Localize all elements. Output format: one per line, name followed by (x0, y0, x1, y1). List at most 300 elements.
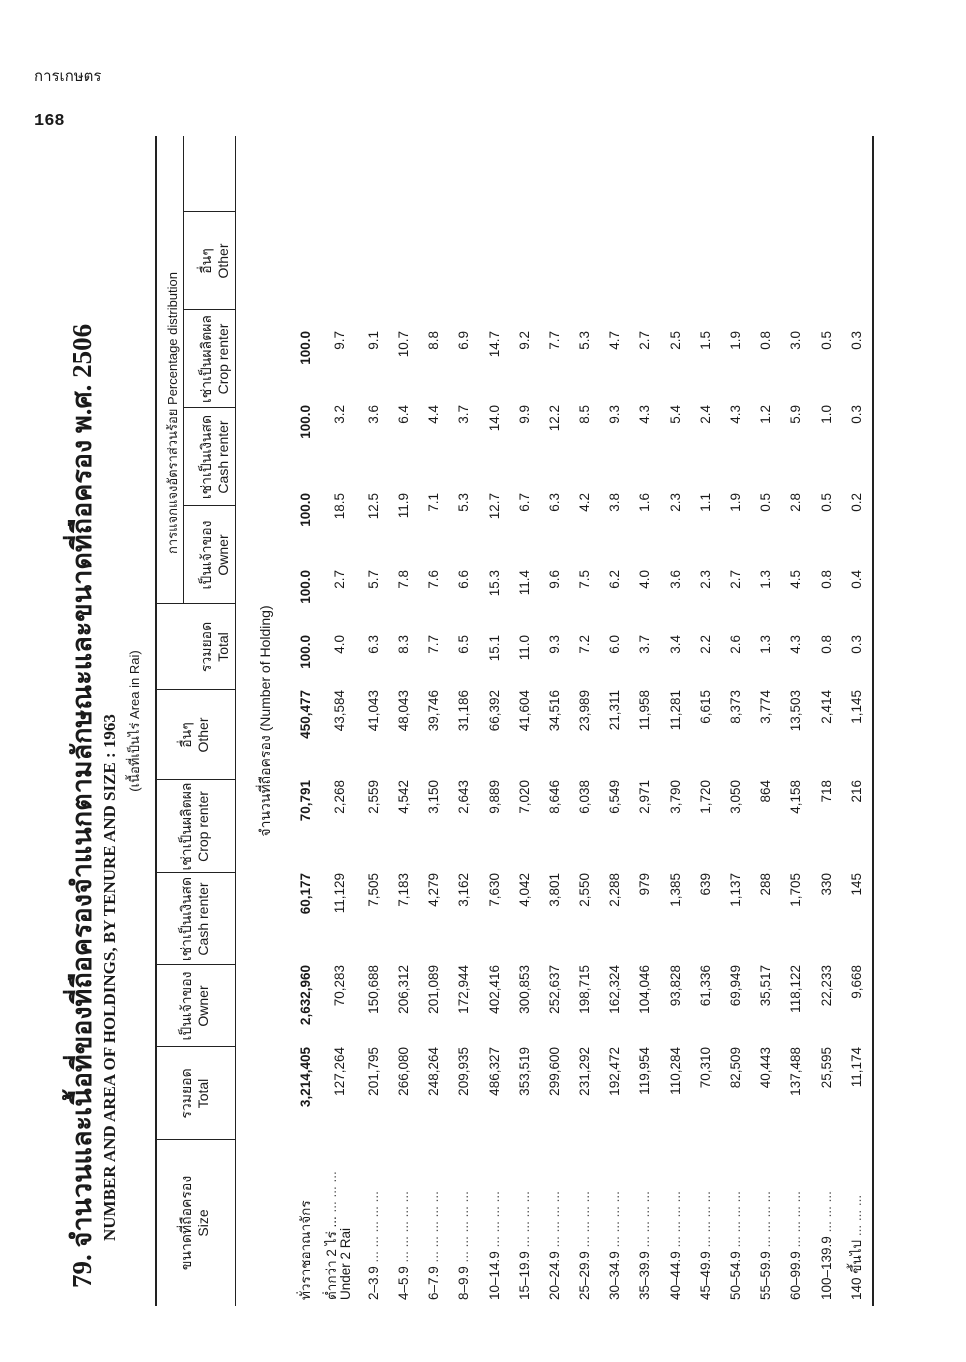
cell-p-owner: 4.5 (788, 570, 804, 589)
row-label-text: ทั่วราชอาณาจักร (298, 1200, 314, 1300)
cell-p-cash: 4.2 (577, 493, 593, 512)
row-label-text: 6–7.9 (426, 1266, 442, 1300)
row-leader-dots: ... ... ... ... (486, 1191, 502, 1248)
cell-crop: 70,791 (297, 780, 313, 822)
cell-other: 2,414 (818, 690, 834, 724)
row-label-text: 4–5.9 (395, 1266, 411, 1300)
cell-owner: 93,828 (667, 965, 683, 1007)
cell-p-total: 6.5 (456, 635, 472, 654)
col-head-p-total-en: Total (215, 632, 231, 662)
cell-p-owner: 7.6 (426, 570, 442, 589)
cell-other: 450,477 (297, 690, 313, 739)
cell-cash: 1,385 (667, 873, 683, 907)
row-leader-dots: ... ... ... ... (546, 1191, 562, 1248)
cell-other: 31,186 (456, 690, 472, 732)
cell-owner: 206,312 (395, 965, 411, 1014)
cell-p-other: 9.1 (365, 331, 381, 350)
row-label-english: Under 2 Rai (338, 1227, 354, 1300)
cell-cash: 3,162 (456, 873, 472, 907)
col-head-p-other-en: Other (215, 243, 231, 279)
row-size-label (841, 1140, 871, 1306)
cell-p-total: 100.0 (297, 635, 313, 669)
cell-p-cash: 1.1 (697, 493, 713, 512)
cell-p-cash: 11.9 (395, 493, 411, 519)
cell-p-total: 4.3 (788, 635, 804, 654)
cell-crop: 2,268 (331, 780, 347, 814)
holdings-table (290, 331, 871, 1306)
row-size-label (570, 1140, 600, 1306)
cell-p-cash: 2.3 (667, 493, 683, 512)
cell-p-owner: 1.3 (758, 570, 774, 589)
cell-crop: 2,971 (637, 780, 653, 814)
row-label-text: 40–44.9 (667, 1251, 683, 1300)
cell-p-other: 14.7 (486, 331, 502, 358)
cell-other: 11,958 (637, 690, 653, 731)
row-size-label (509, 1140, 539, 1306)
cell-owner: 402,416 (486, 965, 502, 1014)
cell-p-total: 4.0 (331, 635, 347, 654)
table-title-english: NUMBER AND AREA OF HOLDINGS, BY TENURE AND SIZE : 1963 (100, 714, 119, 1241)
row-label-text: ต่ำกว่า 2 ไร่ ... (324, 1216, 340, 1300)
cell-p-other: 6.9 (456, 331, 472, 350)
cell-crop: 6,549 (607, 780, 623, 814)
cell-p-total: 0.8 (818, 635, 834, 654)
row-leader-dots: ... ... ... ... (607, 1191, 623, 1248)
cell-total: 192,472 (607, 1047, 623, 1096)
col-head-p-cash-thai: เช่าเป็นเงินสด (198, 414, 214, 500)
table-row (570, 331, 600, 1306)
cell-p-total: 6.3 (365, 635, 381, 654)
row-leader-dots: ... ... ... (324, 1171, 340, 1213)
cell-p-crop: 1.0 (818, 405, 834, 424)
table-title-thai (60, 324, 103, 1288)
cell-p-crop: 4.3 (728, 405, 744, 424)
cell-other: 8,373 (728, 690, 744, 724)
cell-crop: 216 (848, 780, 864, 803)
cell-p-cash: 6.7 (516, 493, 532, 512)
cell-owner: 198,715 (577, 965, 593, 1014)
col-head-total-thai: รวมยอด (178, 1068, 194, 1119)
row-leader-dots: ... ... ... ... (697, 1191, 713, 1248)
cell-owner: 35,517 (758, 965, 774, 1007)
cell-p-total: 1.3 (758, 635, 774, 654)
row-size-label (630, 1140, 660, 1306)
row-size-label (479, 1140, 509, 1306)
table-row (290, 331, 320, 1306)
cell-p-owner: 6.2 (607, 570, 623, 589)
row-leader-dots: ... ... ... ... ... (395, 1191, 411, 1263)
cell-other: 41,604 (516, 690, 532, 732)
cell-owner: 300,853 (516, 965, 532, 1014)
cell-p-cash: 6.3 (546, 493, 562, 512)
cell-cash: 288 (758, 873, 774, 896)
cell-p-other: 100.0 (297, 331, 313, 365)
row-label-text: 2–3.9 (365, 1266, 381, 1300)
col-head-crop-en: Crop renter (195, 791, 211, 862)
cell-total: 209,935 (456, 1047, 472, 1096)
cell-p-owner: 9.6 (546, 570, 562, 589)
row-leader-dots: ... ... ... ... (516, 1191, 532, 1248)
cell-p-crop: 0.3 (848, 405, 864, 424)
cell-p-crop: 14.0 (486, 405, 502, 432)
table-row (479, 331, 509, 1306)
cell-cash: 7,630 (486, 873, 502, 907)
table-row (539, 331, 569, 1306)
cell-crop: 2,559 (365, 780, 381, 814)
cell-p-cash: 12.7 (486, 493, 502, 520)
cell-p-total: 9.3 (546, 635, 562, 654)
cell-cash: 1,705 (788, 873, 804, 907)
cell-p-cash: 1.9 (728, 493, 744, 512)
row-size-label (751, 1140, 781, 1306)
cell-p-owner: 2.3 (697, 570, 713, 589)
cell-other: 21,311 (607, 690, 623, 731)
cell-p-owner: 5.7 (365, 570, 381, 589)
row-size-label (388, 1140, 418, 1306)
cell-total: 248,264 (426, 1047, 442, 1096)
cell-p-total: 3.7 (637, 635, 653, 654)
cell-owner: 2,632,960 (297, 965, 313, 1026)
row-label-text: 15–19.9 (516, 1251, 532, 1300)
cell-p-crop: 3.2 (331, 405, 347, 424)
cell-crop: 1,720 (697, 780, 713, 814)
cell-p-other: 9.7 (331, 331, 347, 350)
cell-owner: 252,637 (546, 965, 562, 1014)
cell-owner: 70,283 (331, 965, 347, 1007)
cell-total: 201,795 (365, 1047, 381, 1096)
col-head-other (178, 690, 212, 780)
col-head-p-owner-en: Owner (215, 534, 231, 576)
cell-p-owner: 7.5 (577, 570, 593, 589)
row-label-text: 50–54.9 (728, 1251, 744, 1300)
row-leader-dots: ... ... ... ... (637, 1191, 653, 1248)
page-number: 168 (34, 112, 65, 131)
cell-p-total: 2.6 (728, 635, 744, 654)
table-row (449, 331, 479, 1306)
cell-crop: 4,158 (788, 780, 804, 814)
table-row (630, 331, 660, 1306)
cell-cash: 4,042 (516, 873, 532, 907)
cell-cash: 11,129 (331, 873, 347, 914)
row-leader-dots: ... ... ... (849, 1194, 865, 1237)
row-size-label (811, 1140, 841, 1306)
table-row (720, 331, 750, 1306)
cell-p-owner: 15.3 (486, 570, 502, 597)
cell-crop: 718 (818, 780, 834, 803)
cell-p-crop: 9.9 (516, 405, 532, 424)
col-head-crop (178, 780, 212, 873)
table-row (509, 331, 539, 1306)
cell-cash: 145 (848, 873, 864, 896)
cell-p-other: 0.5 (818, 331, 834, 350)
row-leader-dots: ... ... ... ... (788, 1191, 804, 1248)
row-leader-dots: ... ... ... (818, 1191, 834, 1233)
cell-other: 41,043 (365, 690, 381, 732)
cell-p-crop: 2.4 (697, 405, 713, 424)
col-head-cash-en: Cash renter (195, 882, 211, 956)
cell-cash: 3,801 (546, 873, 562, 907)
cell-other: 66,392 (486, 690, 502, 732)
row-size-label (690, 1140, 720, 1306)
cell-other: 39,746 (426, 690, 442, 732)
col-head-p-other (198, 212, 232, 310)
cell-total: 299,600 (546, 1047, 562, 1096)
row-leader-dots: ... ... ... ... ... (365, 1191, 381, 1263)
cell-p-cash: 0.5 (818, 493, 834, 512)
table-row (751, 331, 781, 1306)
cell-p-owner: 0.4 (848, 570, 864, 589)
cell-p-cash: 12.5 (365, 493, 381, 520)
col-head-size (178, 1140, 212, 1306)
col-head-p-other-thai: อื่นๆ (198, 248, 214, 274)
cell-p-other: 2.5 (667, 331, 683, 350)
row-leader-dots: ... ... ... ... (577, 1191, 593, 1248)
holdings-table-body (290, 331, 871, 1306)
cell-p-other: 9.2 (516, 331, 532, 350)
cell-p-other: 8.8 (426, 331, 442, 350)
cell-total: 70,310 (697, 1047, 713, 1089)
rotated-table-page (60, 136, 940, 1306)
row-size-label (419, 1140, 449, 1306)
table-row (781, 331, 811, 1306)
cell-owner: 69,949 (728, 965, 744, 1007)
percent-group-rule (183, 136, 184, 604)
row-label-text: 30–34.9 (607, 1251, 623, 1300)
col-head-p-crop-en: Crop renter (215, 323, 231, 395)
cell-p-owner: 3.6 (667, 570, 683, 589)
cell-p-crop: 4.3 (637, 405, 653, 424)
cell-total: 25,595 (818, 1047, 834, 1089)
cell-crop: 6,038 (577, 780, 593, 814)
row-leader-dots: ... ... ... ... ... (426, 1191, 442, 1263)
cell-cash: 1,137 (728, 873, 744, 907)
cell-p-cash: 7.1 (426, 493, 442, 512)
row-size-label (449, 1140, 479, 1306)
cell-owner: 61,336 (697, 965, 713, 1007)
row-label-text: 10–14.9 (486, 1251, 502, 1300)
cell-crop: 864 (758, 780, 774, 803)
cell-crop: 9,889 (486, 780, 502, 814)
cell-p-other: 7.7 (546, 331, 562, 350)
cell-owner: 201,089 (426, 965, 442, 1014)
col-head-size-en: Size (195, 1209, 211, 1237)
cell-p-crop: 12.2 (546, 405, 562, 432)
header-bottom-rule (235, 136, 236, 1306)
cell-cash: 2,550 (577, 873, 593, 907)
col-head-cash (178, 873, 212, 965)
table-row (388, 331, 418, 1306)
row-size-label (781, 1140, 811, 1306)
col-head-size-thai: ขนาดที่ถือครอง (178, 1175, 194, 1271)
cell-crop: 4,542 (395, 780, 411, 814)
cell-total: 231,292 (577, 1047, 593, 1096)
running-header-section: การเกษตร (34, 68, 102, 85)
col-head-p-owner (198, 506, 232, 604)
row-leader-dots: ... ... ... ... (667, 1191, 683, 1248)
cell-cash: 2,288 (607, 873, 623, 907)
table-row (841, 331, 871, 1306)
cell-owner: 104,046 (637, 965, 653, 1014)
col-head-crop-thai: เช่าเป็นผลิตผล (178, 782, 194, 871)
row-size-label (358, 1140, 388, 1306)
cell-p-owner: 0.8 (818, 570, 834, 589)
cell-crop: 3,790 (667, 780, 683, 814)
cell-other: 1,145 (848, 690, 864, 724)
cell-p-cash: 2.8 (788, 493, 804, 512)
row-leader-dots: ... ... ... ... ... (456, 1191, 472, 1263)
cell-p-cash: 100.0 (297, 493, 313, 527)
cell-p-owner: 6.6 (456, 570, 472, 589)
cell-p-other: 2.7 (637, 331, 653, 350)
cell-p-crop: 5.4 (667, 405, 683, 424)
cell-p-total: 0.3 (848, 635, 864, 654)
cell-p-cash: 18.5 (331, 493, 347, 520)
cell-total: 110,284 (667, 1047, 683, 1095)
col-head-owner-en: Owner (195, 985, 211, 1027)
section-subheading: จำนวนที่ถือครอง (Number of Holding) (257, 605, 273, 837)
cell-p-other: 0.3 (848, 331, 864, 350)
cell-p-owner: 11.4 (516, 570, 532, 596)
col-head-owner-thai: เป็นเจ้าของ (178, 971, 194, 1041)
cell-total: 127,264 (331, 1047, 347, 1096)
cell-p-other: 1.5 (697, 331, 713, 350)
cell-cash: 979 (637, 873, 653, 896)
row-size-label (600, 1140, 630, 1306)
cell-p-owner: 100.0 (297, 570, 313, 604)
cell-crop: 8,646 (546, 780, 562, 814)
cell-p-total: 6.0 (607, 635, 623, 654)
cell-cash: 330 (818, 873, 834, 896)
col-head-p-crop (198, 310, 232, 408)
col-head-p-cash (198, 408, 232, 506)
cell-p-other: 0.8 (758, 331, 774, 350)
cell-p-total: 3.4 (667, 635, 683, 654)
row-size-label (660, 1140, 690, 1306)
cell-p-crop: 5.9 (788, 405, 804, 424)
cell-other: 43,584 (331, 690, 347, 732)
cell-owner: 172,944 (456, 965, 472, 1014)
cell-total: 266,080 (395, 1047, 411, 1096)
cell-p-crop: 1.2 (758, 405, 774, 424)
cell-p-cash: 3.8 (607, 493, 623, 512)
cell-total: 3,214,405 (297, 1047, 313, 1108)
cell-other: 11,281 (667, 690, 683, 731)
row-label-text: 55–59.9 (758, 1251, 774, 1300)
row-leader-dots: ... ... ... ... (728, 1191, 744, 1248)
cell-total: 82,509 (728, 1047, 744, 1089)
table-row (358, 331, 388, 1306)
col-head-cash-thai: เช่าเป็นเงินสด (178, 876, 194, 962)
cell-owner: 118,122 (788, 965, 804, 1013)
table-title-thai-text: จำนวนและเนื้อที่ของที่ถือครองจำแนกตามลักษณะและขนาดที่ถือครอง พ.ศ. 2506 (67, 323, 97, 1248)
table-row (419, 331, 449, 1306)
cell-p-crop: 6.4 (395, 405, 411, 424)
cell-cash: 4,279 (426, 873, 442, 907)
col-head-total-en: Total (195, 1078, 211, 1109)
row-label-text: 45–49.9 (697, 1251, 713, 1300)
cell-other: 13,503 (788, 690, 804, 732)
cell-p-total: 11.0 (516, 635, 532, 661)
cell-p-crop: 3.7 (456, 405, 472, 424)
table-number: 79. (67, 1254, 97, 1288)
col-head-owner (178, 965, 212, 1047)
table-row (690, 331, 720, 1306)
cell-p-cash: 5.3 (456, 493, 472, 512)
header-top-rule (155, 136, 157, 1306)
cell-total: 137,488 (788, 1047, 804, 1096)
cell-p-owner: 7.8 (395, 570, 411, 589)
table-row (660, 331, 690, 1306)
table-row (320, 331, 358, 1306)
cell-p-other: 10.7 (395, 331, 411, 358)
cell-other: 3,774 (758, 690, 774, 724)
table-bottom-rule (872, 136, 874, 1306)
col-head-p-owner-thai: เป็นเจ้าของ (198, 520, 214, 590)
cell-owner: 22,233 (818, 965, 834, 1007)
cell-crop: 7,020 (516, 780, 532, 814)
cell-p-cash: 0.5 (758, 493, 774, 512)
col-head-total (178, 1047, 212, 1140)
cell-cash: 7,183 (395, 873, 411, 907)
cell-cash: 639 (697, 873, 713, 896)
row-label-text: 8–9.9 (456, 1266, 472, 1300)
cell-total: 40,443 (758, 1047, 774, 1089)
cell-p-owner: 2.7 (728, 570, 744, 589)
cell-p-other: 5.3 (577, 331, 593, 350)
cell-other: 23,989 (577, 690, 593, 732)
cell-p-owner: 2.7 (331, 570, 347, 589)
percent-group-thai: การแจกแจงอัตราส่วนร้อย (165, 408, 180, 555)
percent-group-en: Percentage distribution (165, 271, 180, 405)
cell-p-other: 4.7 (607, 331, 623, 350)
cell-owner: 9,668 (848, 965, 864, 999)
col-head-p-cash-en: Cash renter (215, 420, 231, 494)
col-head-other-thai: อื่นๆ (178, 722, 194, 748)
cell-p-crop: 8.5 (577, 405, 593, 424)
row-size-label (720, 1140, 750, 1306)
table-unit-note: (เนื้อที่เป็นไร่ Area in Rai) (127, 650, 142, 792)
cell-total: 486,327 (486, 1047, 502, 1096)
cell-p-other: 3.0 (788, 331, 804, 350)
cell-p-total: 15.1 (486, 635, 502, 662)
row-label-text: 20–24.9 (546, 1251, 562, 1300)
row-label-text: 60–99.9 (788, 1251, 804, 1300)
col-head-p-crop-thai: เช่าเป็นผลิตผล (198, 314, 214, 404)
cell-total: 119,954 (637, 1047, 653, 1095)
cell-p-crop: 4.4 (426, 405, 442, 424)
cell-other: 48,043 (395, 690, 411, 732)
cell-crop: 3,150 (426, 780, 442, 814)
row-leader-dots: ... ... ... ... (758, 1191, 774, 1248)
cell-p-cash: 0.2 (848, 493, 864, 512)
row-size-label (290, 1140, 320, 1306)
cell-owner: 162,324 (607, 965, 623, 1014)
cell-p-crop: 100.0 (297, 405, 313, 439)
row-size-label (539, 1140, 569, 1306)
cell-p-cash: 1.6 (637, 493, 653, 512)
col-head-other-en: Other (195, 717, 211, 753)
cell-p-total: 7.2 (577, 635, 593, 654)
cell-crop: 2,643 (456, 780, 472, 814)
cell-other: 34,516 (546, 690, 562, 732)
cell-other: 6,615 (697, 690, 713, 724)
cell-crop: 3,050 (728, 780, 744, 814)
cell-p-other: 1.9 (728, 331, 744, 350)
table-row (600, 331, 630, 1306)
cell-p-crop: 3.6 (365, 405, 381, 424)
cell-total: 11,174 (848, 1047, 864, 1088)
percent-group-heading (162, 136, 183, 690)
